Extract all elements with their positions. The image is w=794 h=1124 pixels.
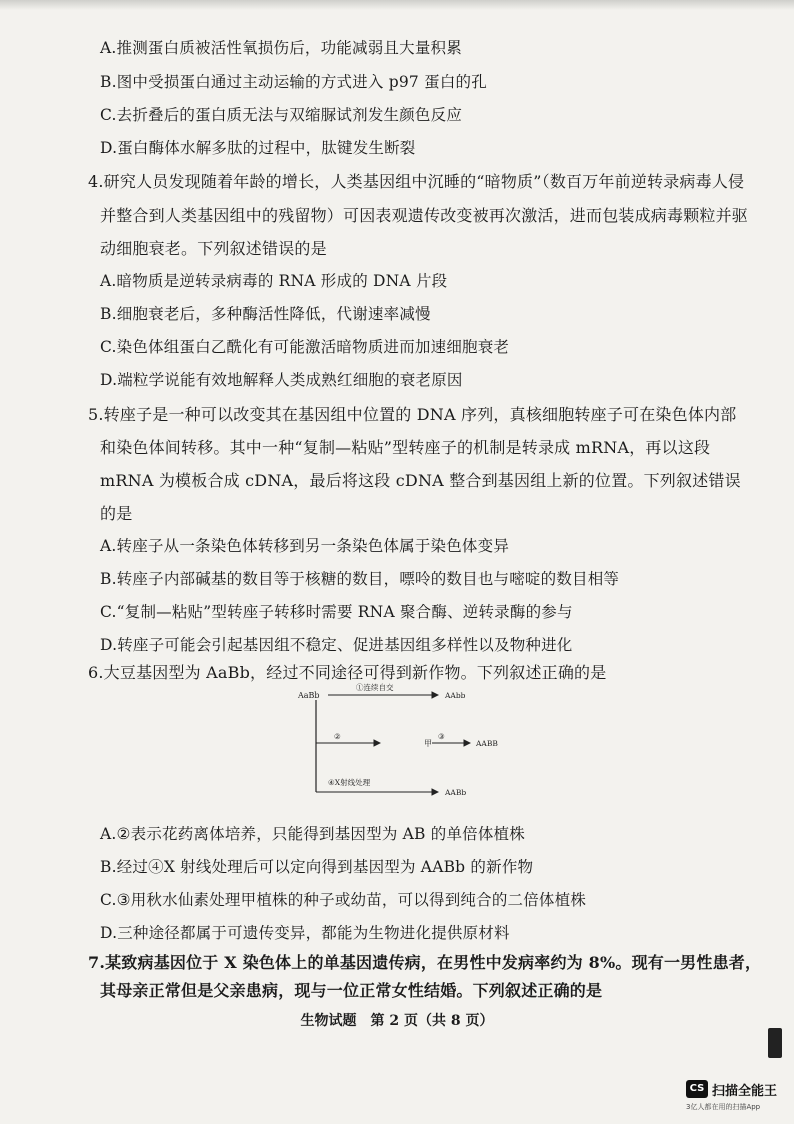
q3-option-d: D.蛋白酶体水解多肽的过程中，肽键发生断裂 <box>100 139 416 157</box>
q3-option-c: C.去折叠后的蛋白质无法与双缩脲试剂发生颜色反应 <box>100 106 463 124</box>
diagram-path4-result: AABb <box>445 788 467 797</box>
watermark-title: 扫描全能王 <box>712 1084 778 1099</box>
q5-stem-line2: 和染色体间转移。其中一种“复制—粘贴”型转座子的机制是转录成 mRNA，再以这段 <box>100 438 711 457</box>
diagram-intermediate-jia: 甲 <box>424 739 432 748</box>
q6-stem: 6.大豆基因型为 AaBb，经过不同途径可得到新作物。下列叙述正确的是 <box>88 663 607 682</box>
q5-option-a: A.转座子从一条染色体转移到另一条染色体属于染色体变异 <box>100 537 510 555</box>
diagram-path1-label: ①连续自交 <box>356 683 394 692</box>
q3-option-a: A.推测蛋白质被活性氧损伤后，功能减弱且大量积累 <box>100 39 462 57</box>
diagram-path3-label: ③ <box>438 732 445 741</box>
q5-stem-line4: 的是 <box>100 504 133 523</box>
q4-stem-line1: 4.研究人员发现随着年龄的增长，人类基因组中沉睡的“暗物质”（数百万年前逆转录病毒人侵 <box>88 172 745 191</box>
diagram-path3-result: AABB <box>476 739 498 748</box>
q4-option-b: B.细胞衰老后，多种酶活性降低，代谢速率减慢 <box>100 305 431 323</box>
watermark-subtitle: 3亿人都在用的扫描App <box>686 1103 761 1111</box>
q5-option-b: B.转座子内部碱基的数目等于核糖的数目，嘌呤的数目也与嘧啶的数目相等 <box>100 570 620 588</box>
q3-option-b: B.图中受损蛋白通过主动运输的方式进入 p97 蛋白的孔 <box>100 73 487 91</box>
q4-stem-line2: 并整合到人类基因组中的残留物）可因表观遗传改变被再次激活，进而包装成病毒颗粒并驱 <box>100 206 749 225</box>
q6-option-a: A.②表示花药离体培养，只能得到基因型为 AB 的单倍体植株 <box>100 825 525 843</box>
diagram-source-genotype: AaBb <box>298 691 320 700</box>
scanner-watermark <box>686 1080 790 1120</box>
q4-stem-line3: 动细胞衰老。下列叙述错误的是 <box>100 239 327 258</box>
q5-option-c: C.“复制—粘贴”型转座子转移时需要 RNA 聚合酶、逆转录酶的参与 <box>100 603 573 621</box>
q4-option-a: A.暗物质是逆转录病毒的 RNA 形成的 DNA 片段 <box>100 272 448 290</box>
diagram-path2-label: ② <box>334 732 341 741</box>
page-footer: 生物试题 第 2 页（共 8 页） <box>300 1013 494 1029</box>
breeding-pathway-diagram <box>292 676 502 798</box>
q6-option-c: C.③用秋水仙素处理甲植株的种子或幼苗，可以得到纯合的二倍体植株 <box>100 891 587 909</box>
page-top-edge <box>0 0 794 10</box>
q5-stem-line1: 5.转座子是一种可以改变其在基因组中位置的 DNA 序列，真核细胞转座子可在染色体内部 <box>88 405 737 424</box>
q7-stem-line1: 7.某致病基因位于 X 染色体上的单基因遗传病，在男性中发病率约为 8%。现有一男性患者， <box>88 953 762 972</box>
diagram-path1-result: AAbb <box>445 691 466 700</box>
q6-option-b: B.经过④X 射线处理后可以定向得到基因型为 AABb 的新作物 <box>100 858 534 876</box>
camscanner-logo-icon: CS <box>686 1080 708 1098</box>
diagram-path4-label: ④X射线处理 <box>328 778 371 787</box>
q5-option-d: D.转座子可能会引起基因组不稳定、促进基因组多样性以及物种进化 <box>100 636 573 654</box>
q5-stem-line3: mRNA 为模板合成 cDNA，最后将这段 cDNA 整合到基因组上新的位置。下列叙述错误 <box>100 471 741 490</box>
scan-edge-mark <box>768 1028 782 1058</box>
q4-option-c: C.染色体组蛋白乙酰化有可能激活暗物质进而加速细胞衰老 <box>100 338 510 356</box>
q6-option-d: D.三种途径都属于可遗传变异，都能为生物进化提供原材料 <box>100 924 510 942</box>
q7-stem-line2: 其母亲正常但是父亲患病，现与一位正常女性结婚。下列叙述正确的是 <box>100 981 603 1000</box>
q4-option-d: D.端粒学说能有效地解释人类成熟红细胞的衰老原因 <box>100 371 463 389</box>
